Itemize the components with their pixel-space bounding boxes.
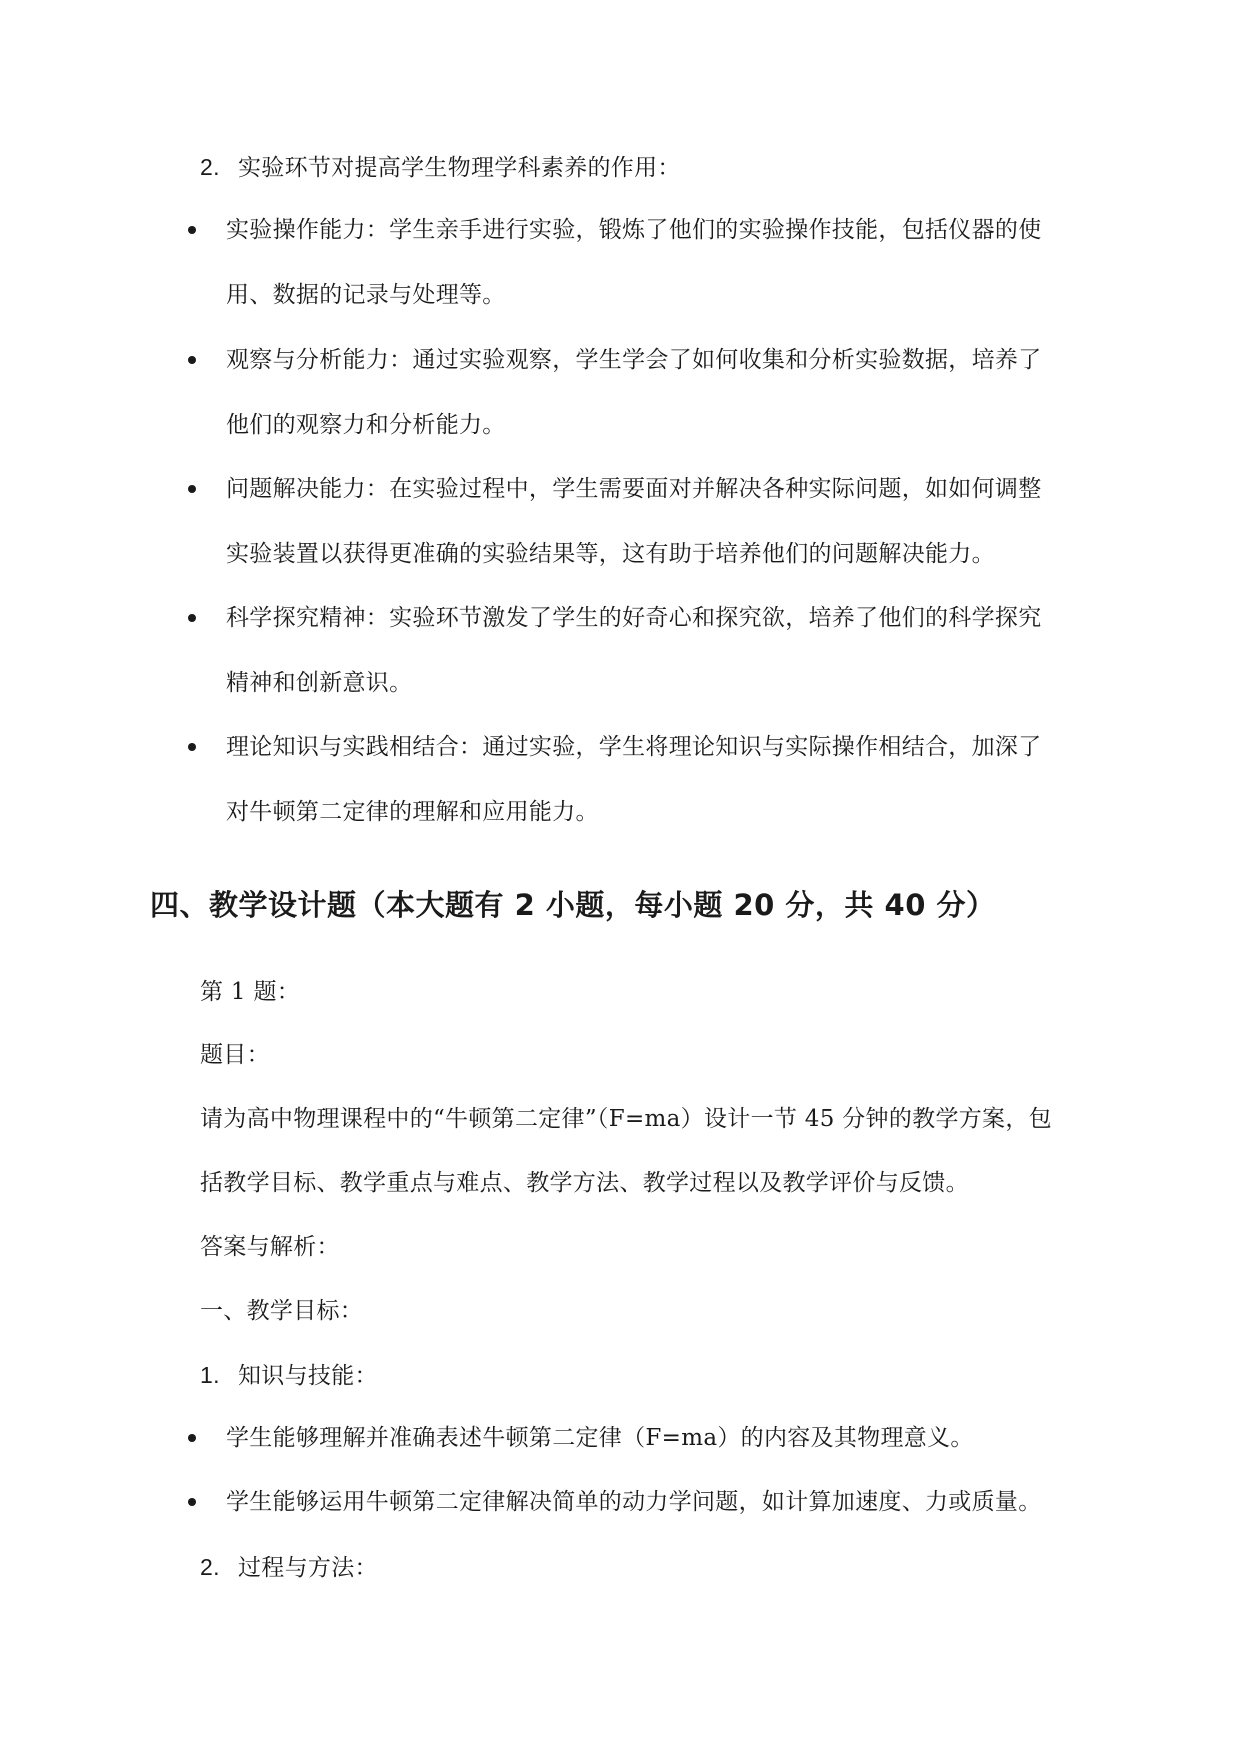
bullet-line: 学生能够运用牛顿第二定律解决简单的动力学问题，如计算加速度、力或质量。: [226, 1489, 1042, 1515]
bullet-line: 问题解决能力：在实验过程中，学生需要面对并解决各种实际问题，如如何调整: [226, 476, 1042, 502]
numbered-item-2: [200, 152, 681, 183]
goals-label: 一、教学目标：: [200, 1298, 364, 1324]
bullet-line-continued: 精神和创新意识。: [226, 670, 413, 696]
question-text: 请为高中物理课程中的“牛顿第二定律”（F=ma）设计一节 45 分钟的教学方案，包: [200, 1106, 1052, 1132]
item-text: 实验环节对提高学生物理学科素养的作用：: [238, 155, 681, 181]
answer-label: 答案与解析：: [200, 1234, 340, 1260]
bullet-line-continued: 他们的观察力和分析能力。: [226, 412, 506, 438]
numbered-item-2: [200, 1552, 378, 1583]
bullet-dot-icon: [188, 485, 196, 493]
bullet-dot-icon: [188, 1434, 196, 1442]
item-text: 知识与技能：: [238, 1363, 378, 1389]
section-heading: 四、教学设计题（本大题有 2 小题，每小题 20 分，共 40 分）: [150, 888, 996, 922]
bullet-line-continued: 用、数据的记录与处理等。: [226, 282, 506, 308]
bullet-line: 观察与分析能力：通过实验观察，学生学会了如何收集和分析实验数据，培养了: [226, 347, 1042, 373]
item-text: 过程与方法：: [238, 1555, 378, 1581]
bullet-dot-icon: [188, 614, 196, 622]
bullet-dot-icon: [188, 743, 196, 751]
item-number: 1.: [200, 1362, 220, 1388]
bullet-line: 学生能够理解并准确表述牛顿第二定律（F=ma）的内容及其物理意义。: [226, 1425, 974, 1451]
topic-label: 题目：: [200, 1042, 270, 1068]
item-number: 2.: [200, 1554, 220, 1580]
numbered-item-1: [200, 1360, 378, 1391]
bullet-dot-icon: [188, 356, 196, 364]
bullet-line-continued: 实验装置以获得更准确的实验结果等，这有助于培养他们的问题解决能力。: [226, 541, 995, 567]
item-number: 2.: [200, 154, 220, 180]
bullet-line: 理论知识与实践相结合：通过实验，学生将理论知识与实际操作相结合，加深了: [226, 734, 1042, 760]
bullet-line: 科学探究精神：实验环节激发了学生的好奇心和探究欲，培养了他们的科学探究: [226, 605, 1042, 631]
bullet-dot-icon: [188, 226, 196, 234]
bullet-line-continued: 对牛顿第二定律的理解和应用能力。: [226, 799, 599, 825]
bullet-dot-icon: [188, 1498, 196, 1506]
question-number-label: 第 1 题：: [200, 979, 301, 1005]
bullet-line: 实验操作能力：学生亲手进行实验，锻炼了他们的实验操作技能，包括仪器的使: [226, 217, 1042, 243]
question-text-continued: 括教学目标、教学重点与难点、教学方法、教学过程以及教学评价与反馈。: [200, 1170, 969, 1196]
